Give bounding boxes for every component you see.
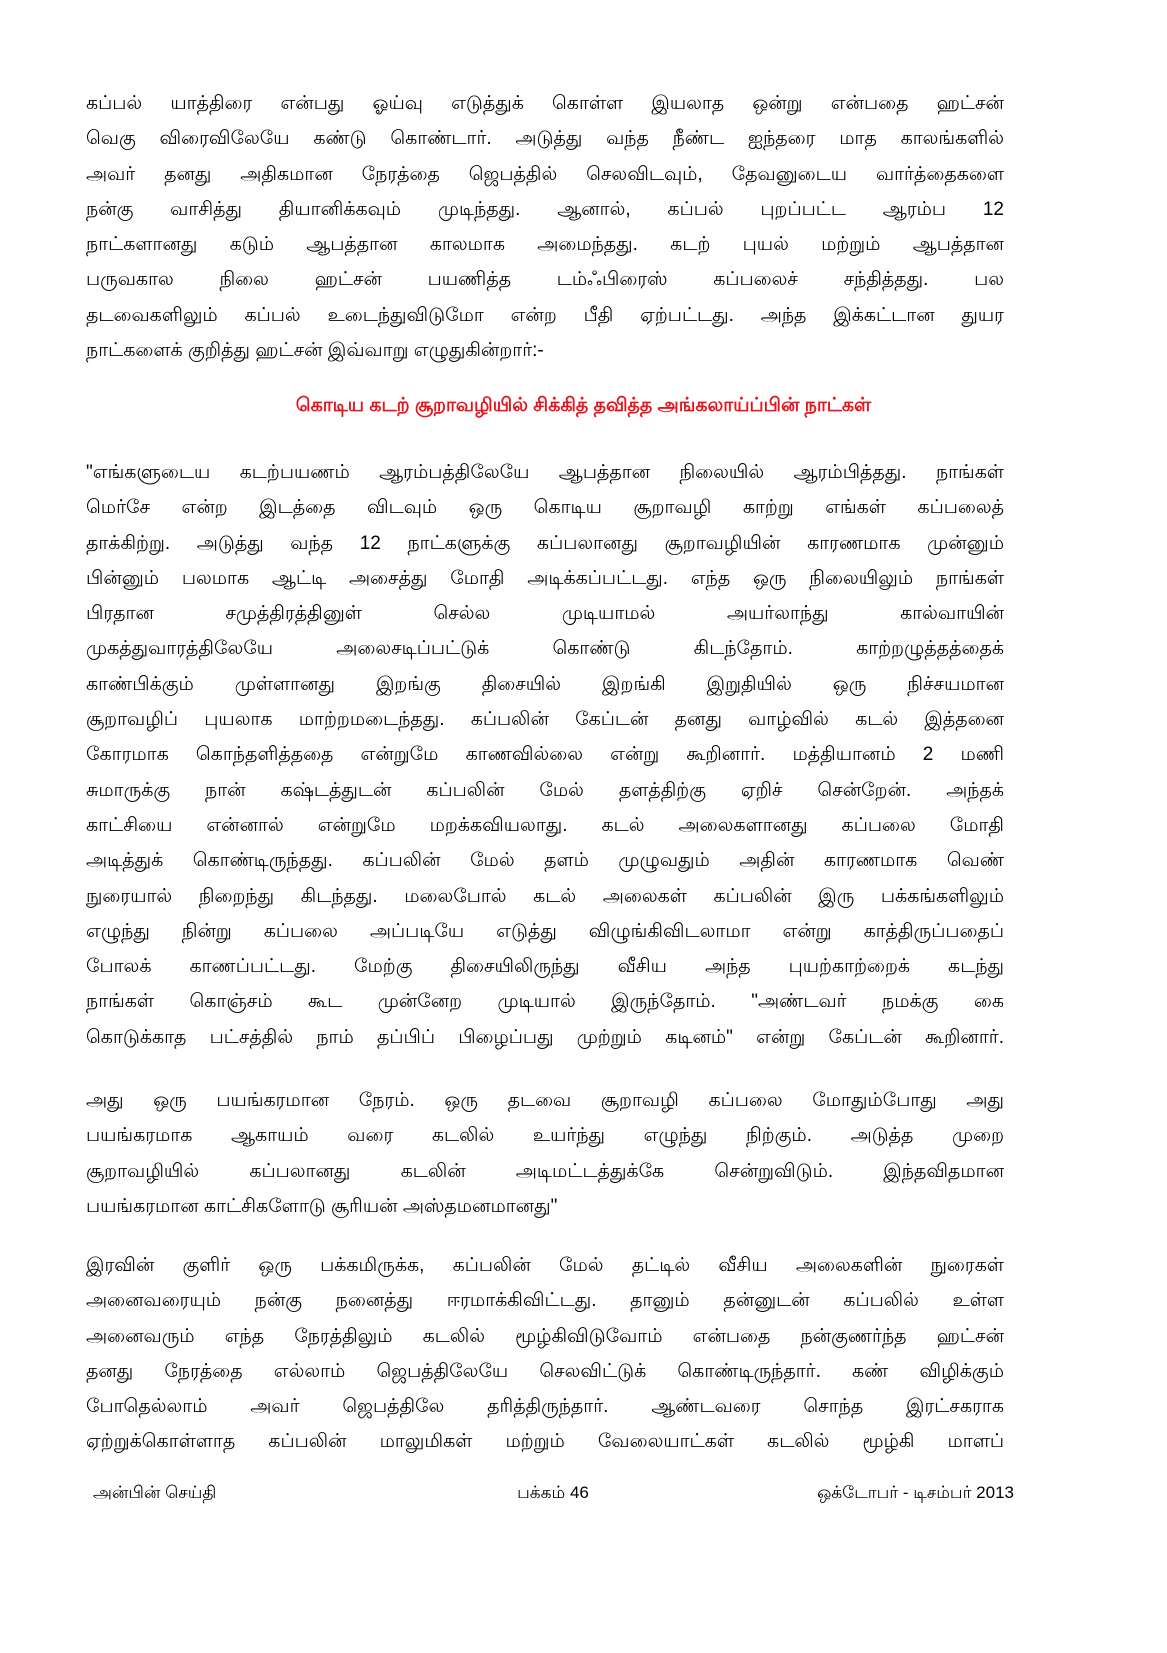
text-line: அது ஒரு பயங்கரமான நேரம். ஒரு தடவை சூறாவழி கப்பலை மோதும்போது அது (86, 1090, 1004, 1111)
text-line: நன்கு வாசித்து தியானிக்கவும் முடிந்தது. ஆனால், கப்பல் புறப்பட்ட ஆரம்ப 12 (86, 198, 1004, 220)
text-line: முகத்துவாரத்திலேயே அலைசடிப்பட்டுக் கொண்டு கிடந்தோம். காற்றழுத்தத்தைக் (86, 638, 1004, 660)
text-line: அவர் தனது அதிகமான நேரத்தை ஜெபத்தில் செலவிடவும், தேவனுடைய வார்த்தைகளை (86, 163, 1004, 185)
paragraph-quote (86, 455, 1004, 1055)
paragraph-quote-end (86, 1083, 1004, 1224)
text-line: சுமாருக்கு நான் கஷ்டத்துடன் கப்பலின் மேல் தளத்திற்கு ஏறிச் சென்றேன். அந்தக் (86, 779, 1004, 801)
paragraph-night (86, 1248, 1004, 1460)
text-line: சூறாவழியில் கப்பலானது கடலின் அடிமட்டத்துக்கே சென்றுவிடும். இந்தவிதமான (86, 1160, 1004, 1182)
text-line: பின்னும் பலமாக ஆட்டி அசைத்து மோதி அடிக்கப்பட்டது. எந்த ஒரு நிலையிலும் நாங்கள் (86, 567, 1004, 589)
text-line: சூறாவழிப் புயலாக மாற்றமடைந்தது. கப்பலின் கேப்டன் தனது வாழ்வில் கடல் இத்தனை (86, 709, 1004, 731)
text-line: நாங்கள் கொஞ்சம் கூட முன்னேற முடியால் இருந்தோம். "அண்டவர் நமக்கு கை (86, 991, 1004, 1013)
text-line: பருவகால நிலை ஹட்சன் பயணித்த டம்ஃபிரைஸ் கப்பலைச் சந்தித்தது. பல (86, 269, 1004, 291)
text-line: போதெல்லாம் அவர் ஜெபத்திலே தரித்திருந்தார். ஆண்டவரை சொந்த இரட்சகராக (86, 1396, 1004, 1418)
text-line: வெகு விரைவிலேயே கண்டு கொண்டார். அடுத்து வந்த நீண்ட ஐந்தரை மாத காலங்களில் (86, 128, 1004, 150)
text-line: இரவின் குளிர் ஒரு பக்கமிருக்க, கப்பலின் மேல் தட்டில் வீசிய அலைகளின் நுரைகள் (86, 1255, 1004, 1276)
footer-page-number: பக்கம் 46 (517, 1483, 589, 1502)
text-line: தடவைகளிலும் கப்பல் உடைந்துவிடுமோ என்ற பீதி ஏற்பட்டது. அந்த இக்கட்டான துயர (86, 304, 1004, 326)
text-line: கப்பல் யாத்திரை என்பது ஓய்வு எடுத்துக் கொள்ள இயலாத ஒன்று என்பதை ஹட்சன் (86, 93, 1004, 114)
text-line: மெர்சே என்ற இடத்தை விடவும் ஒரு கொடிய சூறாவழி காற்று எங்கள் கப்பலைத் (86, 497, 1004, 519)
text-line: "எங்களுடைய கடற்பயணம் ஆரம்பத்திலேயே ஆபத்தான நிலையில் ஆரம்பித்தது. நாங்கள் (86, 462, 1004, 483)
text-line: நாட்களானது கடும் ஆபத்தான காலமாக அமைந்தது. கடற் புயல் மற்றும் ஆபத்தான (86, 234, 1004, 256)
text-line: பயங்கரமாக ஆகாயம் வரை கடலில் உயர்ந்து எழுந்து நிற்கும். அடுத்த முறை (86, 1125, 1004, 1147)
text-line: காட்சியை என்னால் என்றுமே மறக்கவியலாது. கடல் அலைகளானது கப்பலை மோதி (86, 814, 1004, 836)
footer-issue-date: ஒக்டோபர் - டிசம்பர் 2013 (817, 1483, 1014, 1502)
text-line: தனது நேரத்தை எல்லாம் ஜெபத்திலேயே செலவிட்டுக் கொண்டிருந்தார். கண் விழிக்கும் (86, 1360, 1004, 1382)
text-line: ஏற்றுக்கொள்ளாத கப்பலின் மாலுமிகள் மற்றும் வேலையாட்கள் கடலில் மூழ்கி மாளப் (86, 1431, 1004, 1453)
section-heading: கொடிய கடற் சூறாவழியில் சிக்கித் தவித்த அங்கலாய்ப்பின் நாட்கள் (295, 395, 872, 416)
text-line: கொடுக்காத பட்சத்தில் நாம் தப்பிப் பிழைப்பது முற்றும் கடினம்" என்று கேப்டன் கூறினார். (86, 1026, 1004, 1048)
text-line: நுரையால் நிறைந்து கிடந்தது. மலைபோல் கடல் அலைகள் கப்பலின் இரு பக்கங்களிலும் (86, 885, 1004, 907)
text-line: அடித்துக் கொண்டிருந்தது. கப்பலின் மேல் தளம் முழுவதும் அதின் காரணமாக வெண் (86, 850, 1004, 872)
text-line: பயங்கரமான காட்சிகளோடு சூரியன் அஸ்தமனமானது" (86, 1195, 558, 1217)
text-line: போலக் காணப்பட்டது. மேற்கு திசையிலிருந்து வீசிய அந்த புயற்காற்றைக் கடந்து (86, 956, 1004, 978)
text-line: தாக்கிற்று. அடுத்து வந்த 12 நாட்களுக்கு கப்பலானது சூறாவழியின் காரணமாக முன்னும் (86, 532, 1004, 554)
paragraph-intro (86, 86, 1004, 368)
text-line: அனைவரையும் நன்கு நனைத்து ஈரமாக்கிவிட்டது. தானும் தன்னுடன் கப்பலில் உள்ள (86, 1290, 1004, 1312)
text-line: கோரமாக கொந்தளித்ததை என்றுமே காணவில்லை என்று கூறினார். மத்தியானம் 2 மணி (86, 744, 1004, 766)
text-line: நாட்களைக் குறித்து ஹட்சன் இவ்வாறு எழுதுகின்றார்:- (86, 340, 544, 362)
text-line: எழுந்து நின்று கப்பலை அப்படியே எடுத்து விழுங்கிவிடலாமா என்று காத்திருப்பதைப் (86, 920, 1004, 942)
text-line: அனைவரும் எந்த நேரத்திலும் கடலில் மூழ்கிவிடுவோம் என்பதை நன்குணர்ந்த ஹட்சன் (86, 1325, 1004, 1347)
text-line: காண்பிக்கும் முள்ளானது இறங்கு திசையில் இறங்கி இறுதியில் ஒரு நிச்சயமான (86, 673, 1004, 695)
text-line: பிரதான சமுத்திரத்தினுள் செல்ல முடியாமல் அயர்லாந்து கால்வாயின் (86, 603, 1004, 625)
footer-publication: அன்பின் செய்தி (93, 1483, 217, 1502)
